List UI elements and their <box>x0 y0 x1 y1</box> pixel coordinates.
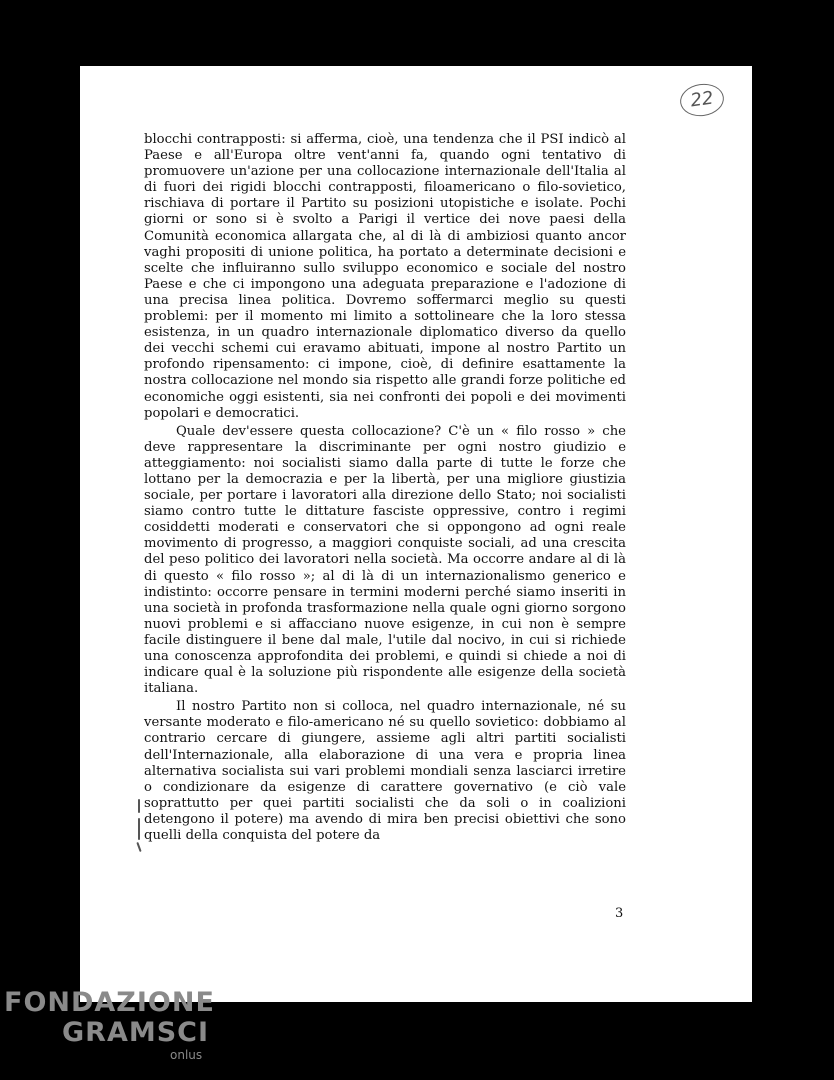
page-number: 3 <box>615 906 624 921</box>
fondazione-gramsci-logo <box>4 988 215 1062</box>
margin-pencil-mark <box>136 842 141 852</box>
margin-pencil-mark <box>138 799 140 813</box>
logo-line-3: onlus <box>170 1048 203 1062</box>
handwritten-page-annotation: 22 <box>678 81 726 119</box>
margin-pencil-mark <box>138 818 140 840</box>
paragraph-2: Quale dev'essere questa collocazione? C'è un « filo rosso » che deve rappresentare la discriminante per ogni nostro giudizio e atteggiamento: noi socialisti siamo dalla parte di tutte le forze che lottano per la democrazia e per la libertà, per una migliore giustizia sociale, per portare i lavoratori alla direzione dello Stato; noi socialisti siamo contro tutte le dittature fasciste oppressive, contro i regimi cosiddetti moderati e conservatori che si oppongono ad ogni reale movimento di progresso, a maggiori conquiste sociali, ad una crescita del peso politico dei lavoratori nella società. Ma occorre andare al di là di questo « filo rosso »; al di là di un internazionalismo generico e indistinto: occorre pensare in termini moderni perché siamo inseriti in una società in profonda trasformazione nella quale ogni giorno sorgono nuovi problemi e si affacciano nuove esigenze, in cui non è sempre facile distinguere il bene dal male, l'utile dal nocivo, in cui si richiede una conoscenza approfondita dei problemi, e quindi si chiede a noi di indicare qual è la soluzione più rispondente alle esigenze della società italiana. <box>144 423 626 697</box>
logo-line-1: FONDAZIONE <box>4 987 215 1018</box>
paragraph-1: blocchi contrapposti: si afferma, cioè, una tendenza che il PSI indicò al Paese e all'Europa oltre vent'anni fa, quando ogni tentativo di promuovere un'azione per una collocazione internazionale dell'Italia al di fuori dei rigidi blocchi contrapposti, filoamericano o filo-sovietico, rischiava di portare il Partito su posizioni utopistiche e isolate. Pochi giorni or sono si è svolto a Parigi il vertice dei nove paesi della Comunità economica allargata che, al di là di ambiziosi quanto ancor vaghi propositi di unione politica, ha portato a determinate decisioni e scelte che influiranno sullo sviluppo economico e sociale del nostro Paese e che ci impongono una adeguata preparazione e l'adozione di una precisa linea politica. Dovremo soffermarci meglio su questi problemi: per il momento mi limito a sottolineare che la loro stessa esistenza, in un quadro internazionale diplomatico diverso da quello dei vecchi schemi cui eravamo abituati, impone al nostro Partito un profondo ripensamento: ci impone, cioè, di definire esattamente la nostra collocazione nel mondo sia rispetto alle grandi forze politiche ed economiche oggi esistenti, sia nei confronti dei popoli e dei movimenti popolari e democratici. <box>144 132 626 421</box>
document-page <box>80 66 752 1002</box>
paragraph-3: Il nostro Partito non si colloca, nel quadro internazionale, né su versante moderato e filo-americano né su quello sovietico: dobbiamo al contrario cercare di giungere, assieme agli altri partiti socialisti dell'Internazionale, alla elaborazione di una vera e propria linea alternativa socialista sui vari problemi mondiali senza lasciarci irretire o condizionare da esigenze di carattere governativo (e ciò vale soprattutto per quei partiti socialisti che da soli o in coalizioni detengono il potere) ma avendo di mira ben precisi obiettivi che sono quelli della conquista del potere da <box>144 699 626 844</box>
logo-line-2: GRAMSCI <box>62 1017 210 1048</box>
body-text <box>144 132 626 844</box>
